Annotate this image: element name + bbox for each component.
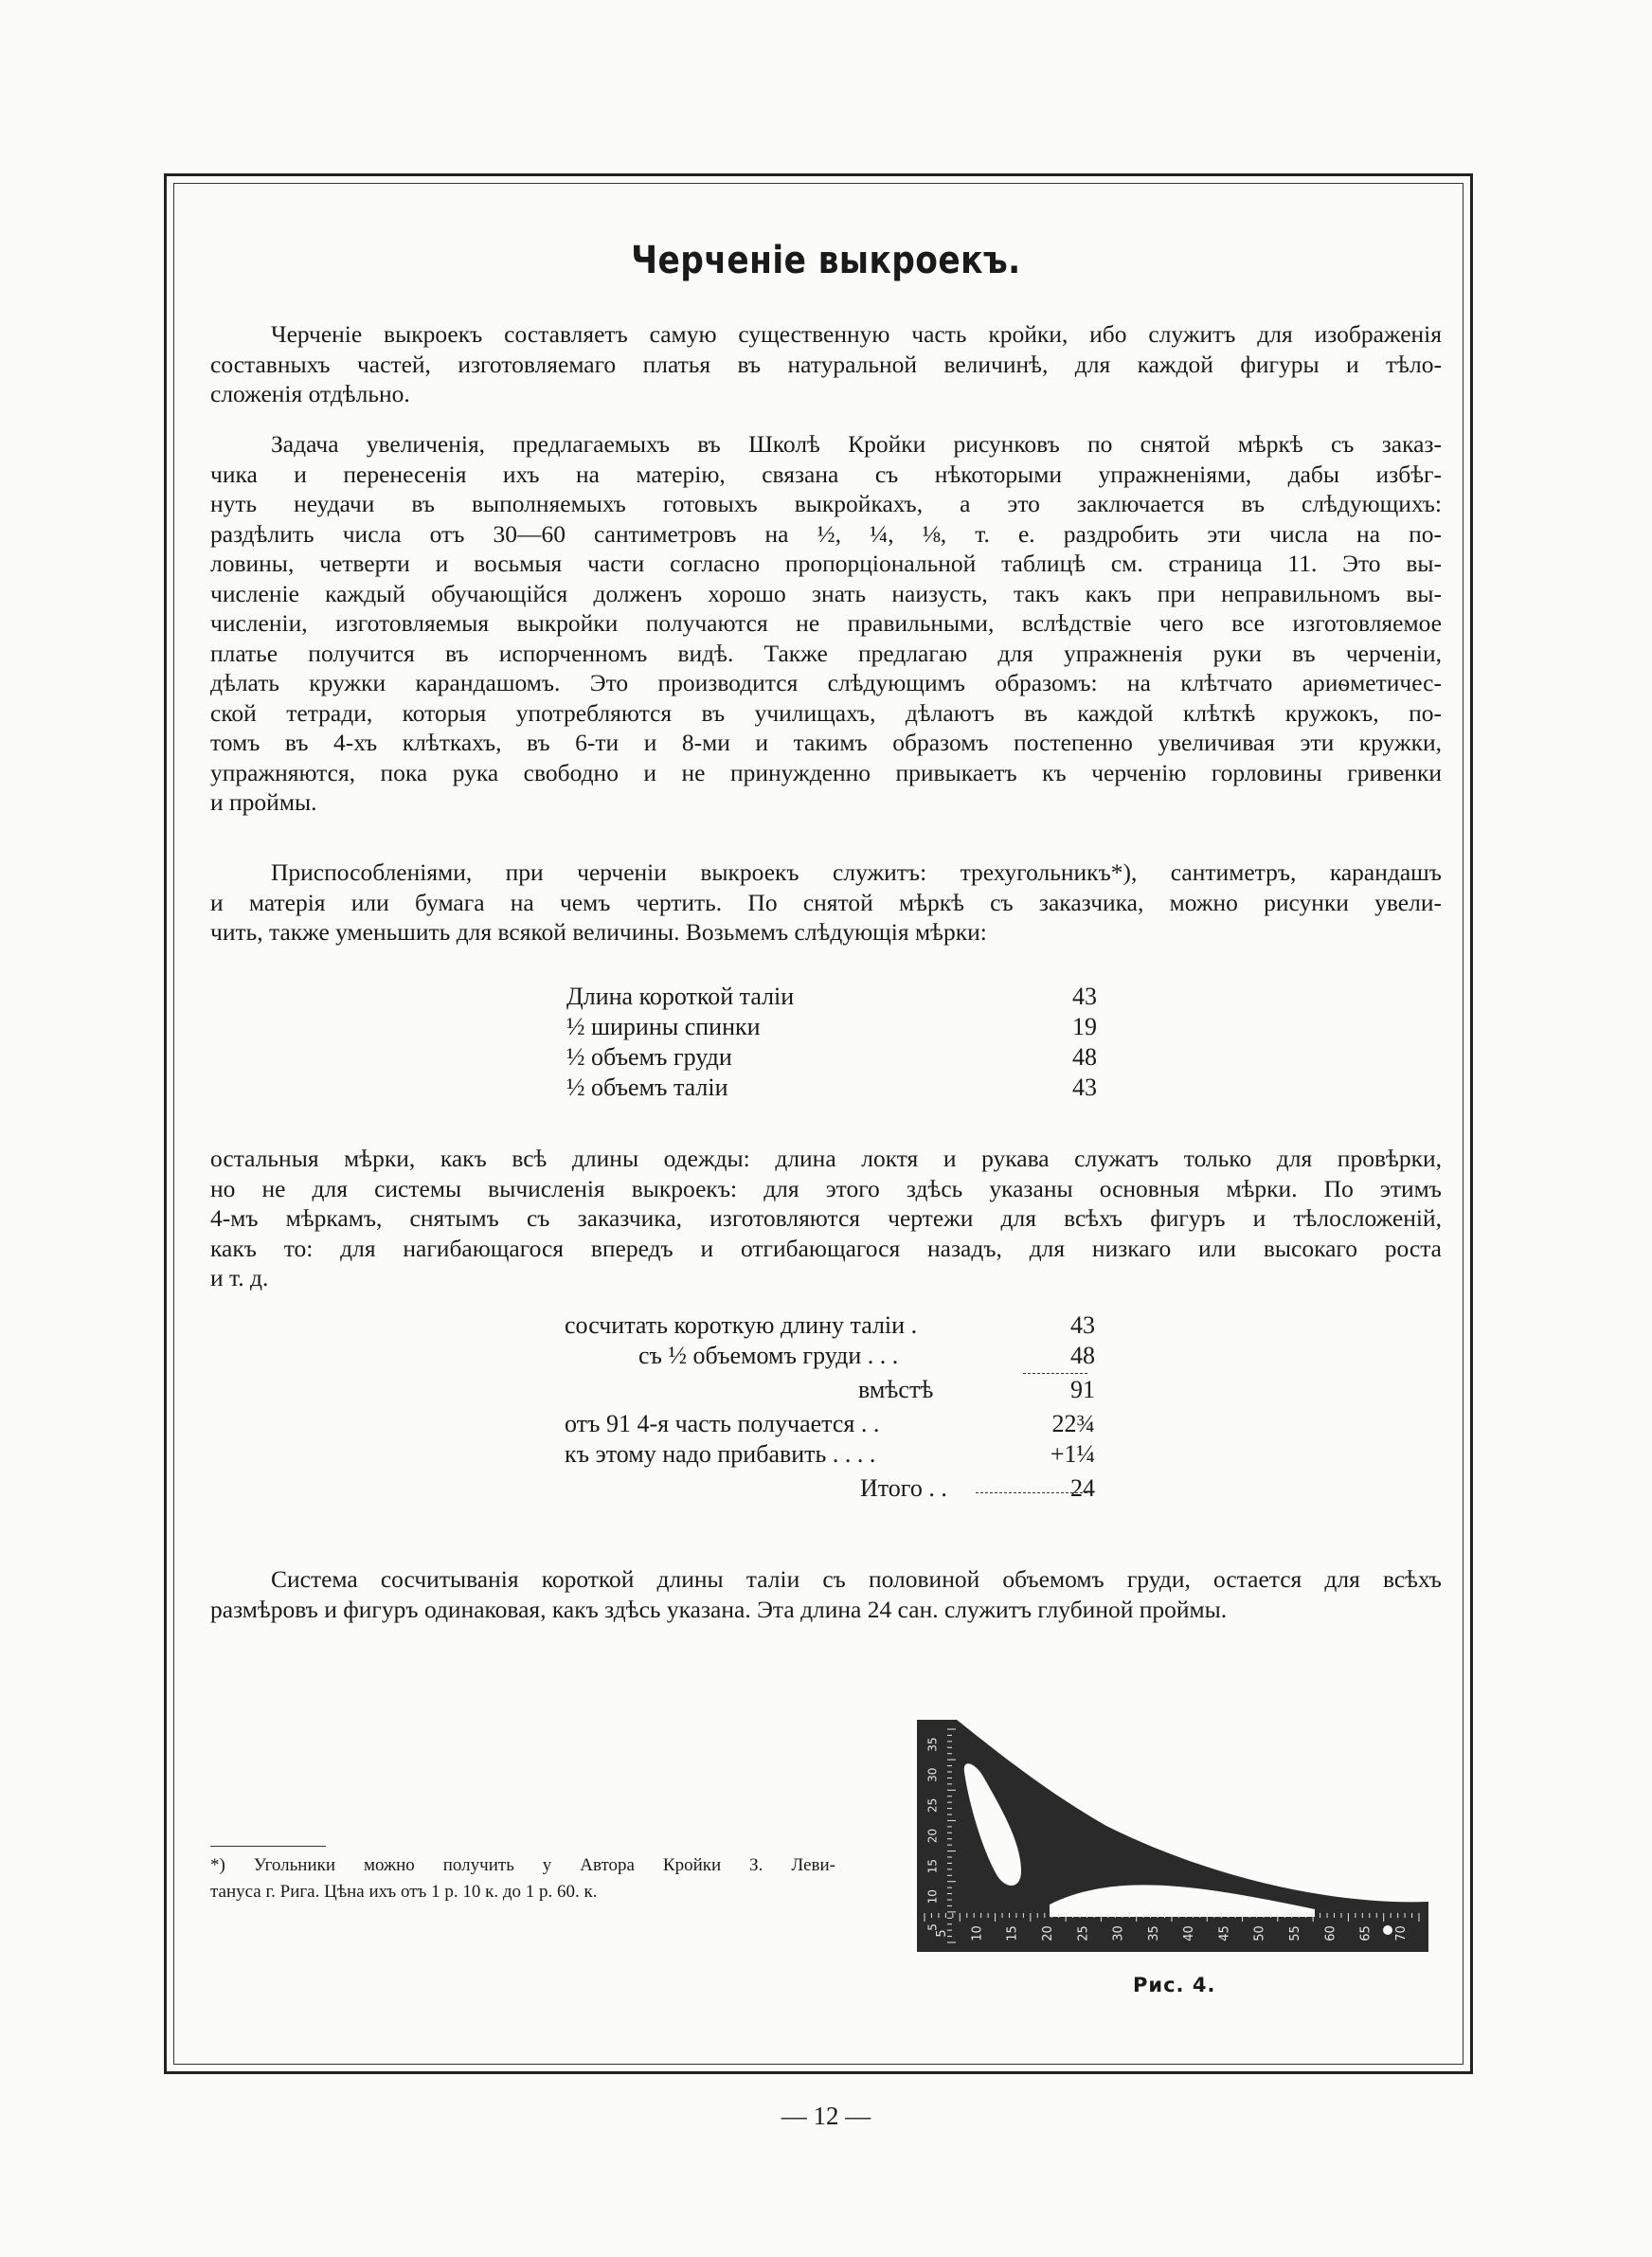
measurements-row bbox=[566, 1042, 1097, 1073]
calculation-value: +1¼ bbox=[1050, 1440, 1095, 1468]
paragraph-tools bbox=[210, 858, 1442, 948]
ruler-bottom-label: 10 bbox=[970, 1925, 985, 1941]
calculation-row bbox=[565, 1310, 1095, 1341]
ruler-bottom-label: 60 bbox=[1323, 1925, 1338, 1941]
calculation-value: 24 bbox=[1070, 1474, 1095, 1502]
paragraph2-line: дѣлать кружки карандашомъ. Это производится слѣдующимъ образомъ: на клѣтчато ариѳметичес- bbox=[210, 669, 1442, 696]
calculation-value: 22¾ bbox=[1051, 1410, 1095, 1437]
calculation-label: Итого . . bbox=[860, 1474, 947, 1502]
footnote-rule bbox=[210, 1846, 326, 1847]
ruler-hole bbox=[1383, 1925, 1392, 1935]
measurements-row bbox=[566, 982, 1097, 1012]
footnote bbox=[210, 1852, 835, 1905]
footnote-line: *) Угольники можно получить у Автора Кройки З. Леви- bbox=[210, 1855, 835, 1875]
paragraph1-line: составныхъ частей, изготовляемаго платья въ натуральной величинѣ, для каждой фигуры и тѣло- bbox=[210, 350, 1442, 378]
paragraph-system bbox=[210, 1564, 1442, 1624]
paragraph4-line: 4-мъ мѣркамъ, снятымъ съ заказчика, изготовляются чертежи для всѣхъ фигуръ и тѣлосложеній, bbox=[210, 1204, 1442, 1232]
measurements-value: 19 bbox=[1072, 1013, 1097, 1040]
calculation-value: 43 bbox=[1070, 1311, 1095, 1339]
paragraph2-line: томъ въ 4-хъ клѣткахъ, въ 6-ти и 8-ми и такимъ образомъ постепенно увеличивая эти кружки, bbox=[210, 729, 1442, 756]
paragraph2-line: раздѣлить числа отъ 30—60 сантиметровъ на ½, ¼, ⅛, т. е. раздробить эти числа на по- bbox=[210, 519, 1442, 548]
ruler-side-label: 35 bbox=[925, 1737, 940, 1752]
footnote-line: тануса г. Рига. Цѣна ихъ отъ 1 р. 10 к. до 1 р. 60. к. bbox=[210, 1882, 598, 1902]
paragraph4-line: какъ то: для нагибающагося впередъ и отгибающагося назадъ, для низкаго или высокаго роста bbox=[210, 1234, 1442, 1262]
page-title: Черченіе выкроекъ. bbox=[631, 239, 1021, 282]
measurements-label: Длина короткой таліи bbox=[566, 983, 795, 1010]
paragraph2-line: ловины, четверти и восьмыя части согласно пропорціональной таблицѣ см. страница 11. Это вы- bbox=[210, 550, 1442, 577]
paragraph2-line: упражняются, пока рука свободно и не принужденно привыкаетъ къ черченію горловины гривенки bbox=[210, 758, 1442, 786]
paragraph2-line: и проймы. bbox=[210, 788, 317, 816]
ruler-bottom-label: 35 bbox=[1146, 1925, 1161, 1941]
measurements-value: 43 bbox=[1072, 1074, 1097, 1101]
paragraph2-line: ской тетради, которыя употребляются въ училищахъ, дѣлаютъ въ каждой клѣткѣ кружокъ, по- bbox=[210, 698, 1442, 727]
ruler-bottom-label: 65 bbox=[1358, 1925, 1374, 1941]
paragraph2-line: численіи, изготовляемыя выкройки получаются не правильными, вслѣдствіе чего все изготовляемое bbox=[210, 609, 1442, 637]
calculation-value: 91 bbox=[1070, 1376, 1095, 1403]
ruler-bottom-label: 25 bbox=[1076, 1925, 1091, 1941]
calculation-value: 48 bbox=[1070, 1342, 1095, 1369]
paragraph4-line: и т. д. bbox=[210, 1264, 269, 1291]
calculation-row bbox=[565, 1473, 1095, 1504]
calculation-row bbox=[565, 1439, 1095, 1470]
ruler-bottom-label: 40 bbox=[1182, 1925, 1197, 1941]
ruler-side-label: 20 bbox=[925, 1828, 940, 1844]
page-number: — 12 — bbox=[781, 2102, 871, 2130]
measurements-value: 43 bbox=[1072, 983, 1097, 1010]
measurements-label: ½ объемъ груди bbox=[566, 1043, 732, 1071]
paragraph1-line: сложенія отдѣльно. bbox=[210, 380, 410, 407]
measurements-label: ½ ширины спинки bbox=[566, 1013, 761, 1040]
calculation-row bbox=[565, 1341, 1095, 1371]
triangle-ruler-illustration bbox=[917, 1720, 1428, 1952]
paragraph2-line: платье получится въ испорченномъ видѣ. Также предлагаю для упражненія руки въ черченіи, bbox=[210, 639, 1442, 667]
paragraph4-line: остальныя мѣрки, какъ всѣ длины одежды: длина локтя и рукава служатъ только для провѣрки, bbox=[210, 1145, 1442, 1172]
sum-separator bbox=[1023, 1373, 1087, 1374]
calculation-label: вмѣстѣ bbox=[858, 1376, 934, 1403]
measurements-row bbox=[566, 1012, 1097, 1042]
ruler-bottom-label: 5 bbox=[935, 1929, 950, 1938]
ruler-bottom-label: 70 bbox=[1393, 1925, 1409, 1941]
measurements-value: 48 bbox=[1072, 1043, 1097, 1071]
figure-caption: Рис. 4. bbox=[1133, 1974, 1216, 1996]
paragraph3-line: чить, также уменьшить для всякой величины. Возьмемъ слѣдующія мѣрки: bbox=[210, 918, 987, 946]
paragraph3-line: Приспособленіями, при черченіи выкроекъ служитъ: трехугольникъ*), сантиметръ, карандашъ bbox=[271, 858, 1442, 886]
paragraph2-line: численіе каждый обучающійся долженъ хорошо знать наизусть, такъ какъ при неправильномъ вы- bbox=[210, 579, 1442, 607]
paragraph-other-measurements bbox=[210, 1144, 1442, 1293]
paragraph4-line: но не для системы вычисленія выкроекъ: для этого здѣсь указаны основныя мѣрки. По этимъ bbox=[210, 1174, 1442, 1202]
paragraph-intro bbox=[210, 319, 1442, 409]
ruler-bottom-label: 50 bbox=[1252, 1925, 1267, 1941]
ruler-bottom-label: 45 bbox=[1217, 1925, 1232, 1941]
measurements-row bbox=[566, 1073, 1097, 1103]
ruler-side-label: 15 bbox=[925, 1859, 940, 1874]
calculation-label: къ этому надо прибавить . . . . bbox=[565, 1440, 876, 1468]
ruler-side-label: 30 bbox=[925, 1767, 940, 1782]
calculation-label: съ ½ объемомъ груди . . . bbox=[638, 1342, 899, 1369]
paragraph2-line: нуть неудачи въ выполняемыхъ готовыхъ выкройкахъ, а это заключается въ слѣдующихъ: bbox=[210, 490, 1442, 517]
ruler-bottom-label: 55 bbox=[1288, 1925, 1302, 1941]
paragraph-exercise bbox=[210, 429, 1442, 818]
ruler-bottom-label: 15 bbox=[1005, 1925, 1020, 1941]
ruler-side-label: 25 bbox=[925, 1797, 940, 1813]
calculation-label: отъ 91 4-я часть получается . . bbox=[565, 1410, 880, 1437]
total-separator bbox=[976, 1492, 1087, 1493]
ruler-bottom-label: 30 bbox=[1111, 1925, 1126, 1941]
ruler-bottom-label: 20 bbox=[1041, 1925, 1055, 1941]
calculation-row bbox=[565, 1409, 1095, 1439]
paragraph3-line: и матерія или бумага на чемъ чертить. По снятой мѣркѣ съ заказчика, можно рисунки увели- bbox=[210, 888, 1442, 916]
paragraph2-line: Задача увеличенія, предлагаемыхъ въ Школѣ Кройки рисунковъ по снятой мѣркѣ съ заказ- bbox=[271, 430, 1442, 458]
paragraph5-line: размѣровъ и фигуръ одинаковая, какъ здѣсь указана. Эта длина 24 сан. служитъ глубиной проймы. bbox=[210, 1595, 1228, 1623]
paragraph5-line: Система сосчитыванія короткой длины таліи съ половиной объемомъ груди, остается для всѣхъ bbox=[271, 1565, 1442, 1593]
paragraph1-line: Черченіе выкроекъ составляетъ самую существенную часть кройки, ибо служитъ для изображенія bbox=[271, 320, 1442, 348]
ruler-side-label: 5 bbox=[925, 1923, 940, 1931]
measurements-label: ½ объемъ таліи bbox=[566, 1074, 728, 1101]
calculation-row bbox=[565, 1375, 1095, 1405]
paragraph2-line: чика и перенесенія ихъ на матерію, связана съ нѣкоторыми упражненіями, дабы избѣг- bbox=[210, 460, 1442, 488]
ruler-side-label: 10 bbox=[925, 1889, 940, 1905]
calculation-label: сосчитать короткую длину таліи . bbox=[565, 1311, 918, 1339]
